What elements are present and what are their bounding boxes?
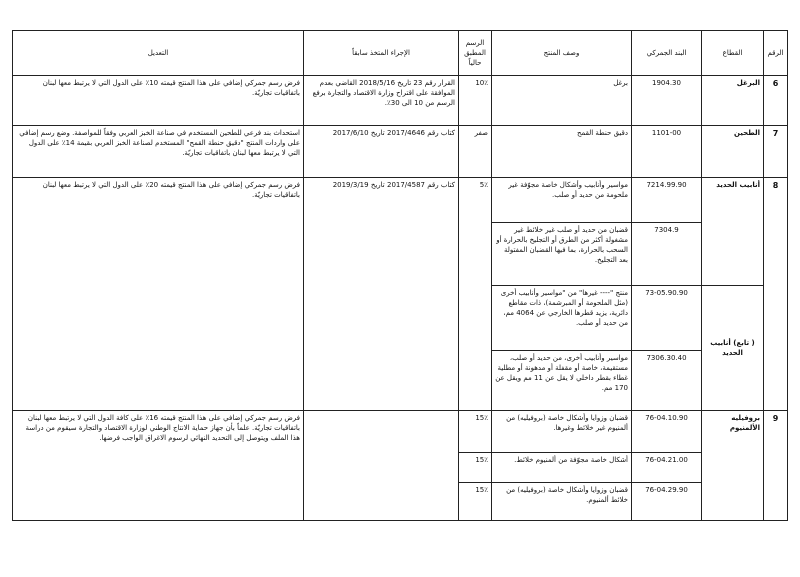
row-sector: أنابيب الحديد xyxy=(702,178,764,286)
row-num: 7 xyxy=(764,126,788,178)
row-previous-action: كتاب رقم 2017/4646 تاريخ 2017/6/10 xyxy=(304,126,459,178)
row-amendment: فرض رسم جمركي إضافي على هذا المنتج قيمته 20٪ على الدول التي لا يرتبط معها لبنان باتفاقيات تجاريّة. xyxy=(13,178,304,411)
row-amendment: استحداث بند فرعي للطحين المستخدم في صناعة الخبز العربي وفقاً للمواصفة. وضع رسم إضافي على واردات المنتج "دقيق حنطة القمح" المستخدم لصناعة الخبز العربي بقيمة 14٪ على الدول التي لا يرتبط معها لبنان باتفاقيات تجاريّة. xyxy=(13,126,304,178)
row-fee: 15٪ xyxy=(459,453,492,483)
row-fee: 15٪ xyxy=(459,411,492,453)
row-desc: مواسير وأنابيب وأشكال خاصة مجوّفة غير ملحومة من حديد أو صلب. xyxy=(492,178,632,223)
header-row xyxy=(13,31,788,76)
row-fee: 5٪ xyxy=(459,178,492,411)
row-desc: مواسير وأنابيب أخرى، من حديد أو صلب، مستقيمة، خاصة أو مقفلة أو مدهونة أو مطلية غطاء بقطر داخلي لا يقل عن 11 مم ويقل عن 170 مم. xyxy=(492,351,632,411)
row-sector: الطحين xyxy=(702,126,764,178)
row-previous-action: كتاب رقم 2017/4587 تاريخ 2019/3/19 xyxy=(304,178,459,411)
row-code: 76-04.29.90 xyxy=(632,483,702,521)
tariff-table xyxy=(12,30,788,521)
row-code: 73-05.90.90 xyxy=(632,286,702,351)
row-num: 9 xyxy=(764,411,788,521)
header-sector: القطاع xyxy=(702,31,764,76)
header-previous-action: الإجراء المتخذ سابقاً xyxy=(304,31,459,76)
table-row xyxy=(13,76,788,126)
row-code: 7306.30.40 xyxy=(632,351,702,411)
row-sector: البرغل xyxy=(702,76,764,126)
row-code: 76-04.21.00 xyxy=(632,453,702,483)
header-product-desc: وصف المنتج xyxy=(492,31,632,76)
row-fee: 10٪ xyxy=(459,76,492,126)
header-num: الرقم xyxy=(764,31,788,76)
row-desc: أشكال خاصة مجوّفة من ألمنيوم خلائط. xyxy=(492,453,632,483)
row-code: 1904.30 xyxy=(632,76,702,126)
row-fee: 15٪ xyxy=(459,483,492,521)
row-fee: صفر xyxy=(459,126,492,178)
row-previous-action xyxy=(304,411,459,521)
row-desc: منتج "---- غيرها" من "مواسير وأنابيب أخرى (مثل الملحومة أو المبرشمة)، ذات مقاطع دائرية، يزيد قطرها الخارجي عن 4064 مم، من حديد أو صلب. xyxy=(492,286,632,351)
row-previous-action: القرار رقم 23 تاريخ 2018/5/16 القاضي بعدم الموافقة على اقتراح وزارة الاقتصاد والتجارة برفع الرسم من 10 الى 30٪. xyxy=(304,76,459,126)
row-code: 1101-00 xyxy=(632,126,702,178)
header-current-fee: الرسم المطبق حالياً xyxy=(459,31,492,76)
row-code: 7304.9 xyxy=(632,223,702,286)
row-sector: بروفيليه الألمنيوم xyxy=(702,411,764,521)
header-amendment: التعديل xyxy=(13,31,304,76)
row-desc: قضبان وزوايا وأشكال خاصة (بروفيليه) من خلائط ألمنيوم. xyxy=(492,483,632,521)
row-sector-continued: ( تابع) أنابيب الحديد xyxy=(702,286,764,411)
row-desc: قضبان وزوايا وأشكال خاصة (بروفيليه) من ألمنيوم غير خلائط وغيرها. xyxy=(492,411,632,453)
table-row xyxy=(13,411,788,453)
row-desc: برغل xyxy=(492,76,632,126)
row-desc: قضبان من حديد أو صلب غير خلائط غير مشغولة أكثر من الطرق أو التجليخ بالحرارة أو السحب بالحرارة، بما فيها القضبان المفتولة بعد التجليخ. xyxy=(492,223,632,286)
row-amendment: فرض رسم جمركي إضافي على هذا المنتج قيمته 16٪ على كافة الدول التي لا يرتبط معها لبنان باتفاقيات تجاريّة. علماً بأن جهاز حماية الانتاج الوطني لوزارة الاقتصاد والتجارة سيقوم من دراسة هذا الملف ويتوصل إلى التحديد النهائي لرسوم الاغراق الواجب فرضها. xyxy=(13,411,304,521)
table-row xyxy=(13,126,788,178)
row-desc: دقيق حنطة القمح xyxy=(492,126,632,178)
row-amendment: فرض رسم جمركي إضافي على هذا المنتج قيمته 10٪ على الدول التي لا يرتبط معها لبنان باتفاقيات تجاريّة. xyxy=(13,76,304,126)
row-num: 8 xyxy=(764,178,788,411)
table-row xyxy=(13,178,788,223)
row-num: 6 xyxy=(764,76,788,126)
header-customs-code: البند الجمركي xyxy=(632,31,702,76)
row-code: 76-04.10.90 xyxy=(632,411,702,453)
row-code: 7214.99.90 xyxy=(632,178,702,223)
